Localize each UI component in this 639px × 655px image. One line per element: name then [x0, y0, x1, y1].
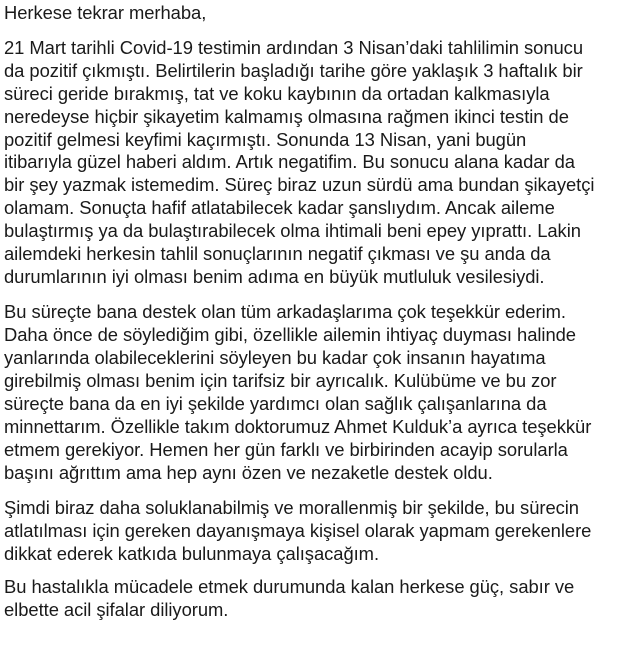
- paragraph-wishes: Bu hastalıkla mücadele etmek durumunda kalan herkese güç, sabır ve elbette acil şifalar diliyorum.: [4, 576, 575, 620]
- letter-document: [4, 2, 634, 622]
- paragraph-solidarity: Şimdi biraz daha soluklanabilmiş ve morallenmiş bir şekilde, bu sürecin atlatılması için gereken dayanışmaya kişisel olarak yapmam gerekenlere dikkat ederek katkıda bulunmaya çalışacağım.: [4, 497, 592, 565]
- paragraph-thanks: Bu süreçte bana destek olan tüm arkadaşlarıma çok teşekkür ederim. Daha önce de söylediğim gibi, özellikle ailemin ihtiyaç duyması halinde yanlarında olabileceklerini söyleyen bu kadar çok insanın hayatıma girebilmiş olması benim için tarifsiz bir ayrıcalık. Kulübüme ve bu zor süreçte bana da en iyi şekilde yardımcı olan sağlık çalışanlarına da minnettarım. Özellikle takım doktorumuz Ahmet Kulduk’a ayrıca teşekkür etmem gerekiyor. Hemen her gün farklı ve birbirinden acayip sorularla başını ağrıttım ama hep aynı özen ve nezaketle destek oldu.: [4, 301, 592, 483]
- letter-greeting: Herkese tekrar merhaba,: [4, 2, 207, 23]
- paragraph-test-results: 21 Mart tarihli Covid-19 testimin ardından 3 Nisan’daki tahlilimin sonucu da pozitif çıkmıştı. Belirtilerin başladığı tarihe göre yaklaşık 3 haftalık bir süreci geride bırakmış, tat ve koku kaybının da ortadan kalkmasıyla neredeyse hiçbir şikayetim kalmamış olmasına rağmen ikinci testin de pozitif gelmesi keyfimi kaçırmıştı. Sonunda 13 Nisan, yani bugün itibarıyla güzel haberi aldım. Artık negatifim. Bu sonucu alana kadar da bir şey yazmak istemedim. Süreç biraz uzun sürdü ama bundan şikayetçi olamam. Sonuçta hafif atlatabilecek kadar şanslıydım. Ancak aileme bulaştırmış ya da bulaştırabilecek olma ihtimali beni epey yıprattı. Lakin ailemdeki herkesin tahlil sonuçlarının negatif çıkması ve şu anda da durumlarının iyi olması benim adıma en büyük mutluluk vesilesiydi.: [4, 36, 595, 287]
